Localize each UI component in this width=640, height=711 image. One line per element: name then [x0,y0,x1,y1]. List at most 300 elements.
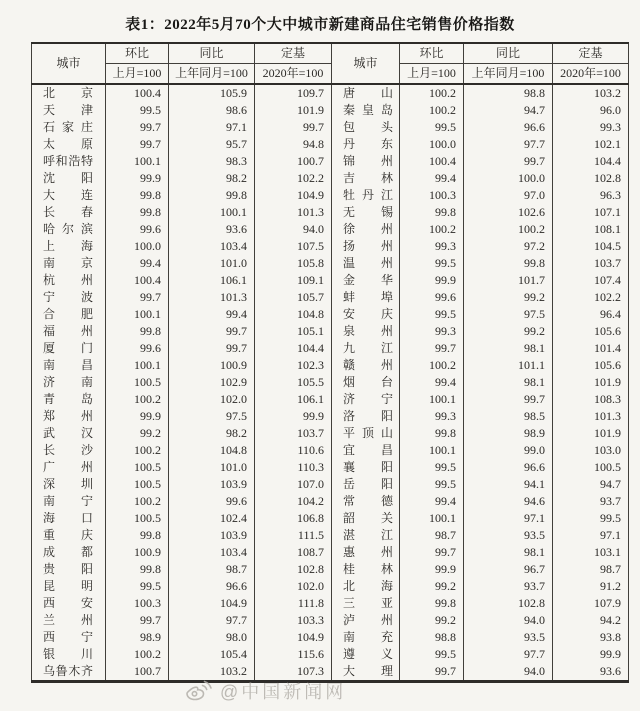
value-cell: 96.6 [169,578,255,595]
city-name: 呼 和 浩 特 [43,154,93,168]
value-cell: 107.9 [553,595,629,612]
table-row [32,136,629,153]
value-cell: 100.0 [464,170,553,187]
value-cell: 97.5 [169,408,255,425]
value-cell: 94.0 [464,663,553,682]
value-cell: 100.2 [106,646,169,663]
city-cell [332,221,400,238]
value-cell: 99.7 [464,153,553,170]
value-cell: 105.9 [169,84,255,102]
city-name: 长 春 [43,205,93,219]
value-cell: 100.0 [400,136,464,153]
value-cell: 99.2 [106,425,169,442]
city-cell [32,204,106,221]
value-cell: 100.0 [106,238,169,255]
city-cell [32,84,106,102]
value-cell: 96.4 [553,306,629,323]
value-cell: 101.3 [553,408,629,425]
city-name: 锦 州 [343,154,393,168]
value-cell: 100.7 [106,663,169,682]
value-cell: 100.9 [106,544,169,561]
city-name: 宜 昌 [343,443,393,457]
city-name: 秦 皇 岛 [343,103,393,117]
value-cell: 100.4 [400,153,464,170]
value-cell: 99.2 [400,612,464,629]
value-cell: 111.5 [255,527,332,544]
value-cell: 96.0 [553,102,629,119]
city-cell [32,374,106,391]
city-cell [332,510,400,527]
value-cell: 101.9 [553,425,629,442]
value-cell: 98.9 [464,425,553,442]
city-cell [32,646,106,663]
city-name: 贵 阳 [43,562,93,576]
city-cell [332,289,400,306]
city-cell [332,646,400,663]
value-cell: 105.6 [553,323,629,340]
value-cell: 99.6 [106,340,169,357]
value-cell: 97.1 [464,510,553,527]
table-row [32,289,629,306]
value-cell: 99.3 [400,408,464,425]
value-cell: 98.2 [169,170,255,187]
value-cell: 101.4 [553,340,629,357]
table-row [32,544,629,561]
value-cell: 99.8 [106,204,169,221]
value-cell: 102.0 [169,391,255,408]
value-cell: 108.7 [255,544,332,561]
header-yoy-right: 同比 [464,43,553,64]
header-city-left: 城市 [32,43,106,84]
value-cell: 111.8 [255,595,332,612]
city-cell [32,629,106,646]
value-cell: 99.7 [400,544,464,561]
table-row [32,84,629,102]
value-cell: 96.6 [464,119,553,136]
value-cell: 98.7 [169,561,255,578]
watermark-text: @中国新闻网 [220,682,347,702]
table-row [32,272,629,289]
value-cell: 103.7 [553,255,629,272]
value-cell: 99.5 [106,102,169,119]
city-cell [332,493,400,510]
table-row [32,153,629,170]
city-cell [32,221,106,238]
value-cell: 107.0 [255,476,332,493]
value-cell: 93.8 [553,629,629,646]
city-name: 武 汉 [43,426,93,440]
city-cell [332,408,400,425]
value-cell: 93.7 [553,493,629,510]
city-name: 遵 义 [343,647,393,661]
value-cell: 98.7 [400,527,464,544]
city-name: 唐 山 [343,86,393,100]
value-cell: 99.8 [169,187,255,204]
value-cell: 99.3 [400,238,464,255]
value-cell: 101.3 [169,289,255,306]
value-cell: 94.0 [464,612,553,629]
value-cell: 100.5 [106,476,169,493]
value-cell: 100.1 [106,153,169,170]
city-name: 扬 州 [343,239,393,253]
city-name: 赣 州 [343,358,393,372]
city-cell [32,510,106,527]
value-cell: 103.7 [255,425,332,442]
city-name: 太 原 [43,137,93,151]
value-cell: 97.0 [464,187,553,204]
value-cell: 103.0 [553,442,629,459]
city-cell [332,84,400,102]
city-name: 西 安 [43,596,93,610]
table-row [32,221,629,238]
city-name: 成 都 [43,545,93,559]
value-cell: 102.8 [255,561,332,578]
table-row [32,102,629,119]
city-name: 青 岛 [43,392,93,406]
value-cell: 99.5 [400,459,464,476]
table-row [32,459,629,476]
value-cell: 98.9 [106,629,169,646]
value-cell: 94.6 [464,493,553,510]
city-name: 金 华 [343,273,393,287]
value-cell: 100.1 [106,357,169,374]
value-cell: 93.6 [169,221,255,238]
city-cell [32,663,106,682]
value-cell: 99.4 [400,170,464,187]
value-cell: 97.7 [464,646,553,663]
city-cell [332,238,400,255]
city-name: 包 头 [343,120,393,134]
value-cell: 105.5 [255,374,332,391]
header-yoy-left: 同比 [169,43,255,64]
city-name: 襄 阳 [343,460,393,474]
city-name: 兰 州 [43,613,93,627]
value-cell: 103.2 [169,663,255,682]
value-cell: 95.7 [169,136,255,153]
city-name: 沈 阳 [43,171,93,185]
value-cell: 104.4 [553,153,629,170]
city-name: 大 连 [43,188,93,202]
value-cell: 99.5 [400,306,464,323]
value-cell: 99.8 [106,187,169,204]
value-cell: 100.2 [464,221,553,238]
city-cell [332,527,400,544]
value-cell: 107.3 [255,663,332,682]
value-cell: 94.7 [553,476,629,493]
city-name: 南 宁 [43,494,93,508]
city-cell [32,153,106,170]
city-cell [32,561,106,578]
value-cell: 100.9 [169,357,255,374]
value-cell: 115.6 [255,646,332,663]
value-cell: 105.7 [255,289,332,306]
city-cell [332,170,400,187]
city-name: 宁 波 [43,290,93,304]
city-cell [32,595,106,612]
city-name: 吉 林 [343,171,393,185]
value-cell: 103.1 [553,544,629,561]
city-cell [332,255,400,272]
value-cell: 98.1 [464,374,553,391]
value-cell: 108.3 [553,391,629,408]
value-cell: 100.5 [106,374,169,391]
value-cell: 106.1 [255,391,332,408]
city-name: 重 庆 [43,528,93,542]
value-cell: 102.4 [169,510,255,527]
value-cell: 104.9 [169,595,255,612]
city-cell [32,527,106,544]
value-cell: 100.1 [400,510,464,527]
value-cell: 94.2 [553,612,629,629]
value-cell: 99.3 [400,323,464,340]
value-cell: 94.1 [464,476,553,493]
value-cell: 105.6 [553,357,629,374]
city-cell [332,442,400,459]
value-cell: 103.4 [169,544,255,561]
value-cell: 105.1 [255,323,332,340]
value-cell: 104.8 [255,306,332,323]
city-name: 南 充 [343,630,393,644]
value-cell: 102.6 [464,204,553,221]
value-cell: 101.0 [169,459,255,476]
value-cell: 100.3 [106,595,169,612]
table-row [32,510,629,527]
value-cell: 100.1 [169,204,255,221]
city-name: 洛 阳 [343,409,393,423]
value-cell: 101.9 [255,102,332,119]
table-row [32,612,629,629]
table-row [32,187,629,204]
value-cell: 96.7 [464,561,553,578]
value-cell: 103.4 [169,238,255,255]
value-cell: 99.7 [106,119,169,136]
value-cell: 99.9 [400,272,464,289]
city-name: 石 家 庄 [43,120,93,134]
city-name: 南 京 [43,256,93,270]
table-row [32,663,629,682]
city-cell [332,629,400,646]
value-cell: 99.8 [106,561,169,578]
value-cell: 100.2 [106,493,169,510]
table-row [32,476,629,493]
city-cell [32,255,106,272]
city-cell [332,102,400,119]
value-cell: 100.1 [400,391,464,408]
city-cell [332,612,400,629]
value-cell: 99.9 [255,408,332,425]
city-name: 烟 台 [343,375,393,389]
value-cell: 93.7 [464,578,553,595]
table-row [32,442,629,459]
city-cell [32,170,106,187]
value-cell: 98.8 [464,84,553,102]
table-row [32,238,629,255]
value-cell: 97.1 [553,527,629,544]
city-name: 无 锡 [343,205,393,219]
city-cell [332,459,400,476]
value-cell: 100.5 [106,459,169,476]
city-cell [332,374,400,391]
header-mom-left: 环比 [106,43,169,64]
value-cell: 99.5 [106,578,169,595]
value-cell: 101.1 [464,357,553,374]
city-name: 牡 丹 江 [343,188,393,202]
value-cell: 102.8 [464,595,553,612]
value-cell: 100.2 [400,84,464,102]
city-cell [332,578,400,595]
city-name: 哈 尔 滨 [43,222,93,236]
value-cell: 104.5 [553,238,629,255]
table-row [32,255,629,272]
city-cell [32,408,106,425]
value-cell: 98.0 [169,629,255,646]
value-cell: 99.7 [464,391,553,408]
page-title: 表1：2022年5月70个大中城市新建商品住宅销售价格指数 [125,17,515,33]
value-cell: 109.1 [255,272,332,289]
city-name: 泸 州 [343,613,393,627]
value-cell: 98.1 [464,340,553,357]
value-cell: 94.7 [464,102,553,119]
value-cell: 107.1 [553,204,629,221]
city-name: 安 庆 [343,307,393,321]
value-cell: 101.9 [553,374,629,391]
value-cell: 99.9 [553,646,629,663]
city-name: 福 州 [43,324,93,338]
value-cell: 99.7 [400,340,464,357]
city-cell [332,561,400,578]
city-name: 南 昌 [43,358,93,372]
value-cell: 99.2 [400,578,464,595]
city-name: 岳 阳 [343,477,393,491]
city-name: 长 沙 [43,443,93,457]
city-cell [332,204,400,221]
value-cell: 99.7 [400,663,464,682]
value-cell: 102.3 [255,357,332,374]
table-body [32,84,629,682]
value-cell: 99.7 [106,289,169,306]
value-cell: 100.5 [553,459,629,476]
value-cell: 105.4 [169,646,255,663]
value-cell: 107.5 [255,238,332,255]
city-cell [332,595,400,612]
city-cell [32,238,106,255]
value-cell: 100.7 [255,153,332,170]
city-cell [332,119,400,136]
value-cell: 99.4 [106,255,169,272]
value-cell: 99.9 [400,561,464,578]
city-name: 合 肥 [43,307,93,321]
value-cell: 98.5 [464,408,553,425]
table-row [32,357,629,374]
city-name: 济 宁 [343,392,393,406]
value-cell: 99.8 [464,255,553,272]
value-cell: 104.2 [255,493,332,510]
table-row [32,170,629,187]
city-name: 杭 州 [43,273,93,287]
value-cell: 99.5 [400,255,464,272]
table-row [32,119,629,136]
city-name: 深 圳 [43,477,93,491]
table-row [32,527,629,544]
value-cell: 93.5 [464,527,553,544]
city-cell [32,612,106,629]
table-row [32,306,629,323]
value-cell: 99.6 [169,493,255,510]
value-cell: 99.8 [106,527,169,544]
value-cell: 100.2 [106,442,169,459]
value-cell: 102.0 [255,578,332,595]
table-row [32,374,629,391]
city-name: 温 州 [343,256,393,270]
value-cell: 97.1 [169,119,255,136]
city-cell [332,391,400,408]
value-cell: 100.3 [400,187,464,204]
value-cell: 105.8 [255,255,332,272]
city-cell [32,442,106,459]
city-cell [32,306,106,323]
city-name: 湛 江 [343,528,393,542]
city-name: 乌 鲁 木 齐 [43,664,93,678]
table-row [32,629,629,646]
city-name: 北 海 [343,579,393,593]
table-row [32,204,629,221]
value-cell: 100.1 [400,442,464,459]
value-cell: 100.2 [400,357,464,374]
value-cell: 101.3 [255,204,332,221]
city-name: 上 海 [43,239,93,253]
value-cell: 99.5 [400,646,464,663]
value-cell: 102.2 [553,289,629,306]
city-cell [32,119,106,136]
value-cell: 99.4 [400,374,464,391]
city-name: 郑 州 [43,409,93,423]
value-cell: 102.8 [553,170,629,187]
header-base-left: 定基 [255,43,332,64]
value-cell: 96.6 [464,459,553,476]
city-cell [32,136,106,153]
city-name: 广 州 [43,460,93,474]
value-cell: 99.5 [400,119,464,136]
city-name: 泉 州 [343,324,393,338]
city-name: 天 津 [43,103,93,117]
city-name: 济 南 [43,375,93,389]
table-row [32,323,629,340]
value-cell: 99.5 [400,476,464,493]
city-cell [332,153,400,170]
value-cell: 99.9 [106,408,169,425]
city-name: 常 德 [343,494,393,508]
value-cell: 99.8 [106,323,169,340]
city-cell [32,323,106,340]
city-cell [332,425,400,442]
value-cell: 99.6 [106,221,169,238]
city-name: 蚌 埠 [343,290,393,304]
value-cell: 101.0 [169,255,255,272]
city-cell [32,425,106,442]
value-cell: 99.8 [400,204,464,221]
value-cell: 100.1 [106,306,169,323]
value-cell: 99.3 [553,119,629,136]
value-cell: 94.0 [255,221,332,238]
value-cell: 104.9 [255,187,332,204]
table-row [32,425,629,442]
value-cell: 99.8 [400,425,464,442]
city-cell [32,391,106,408]
city-name: 徐 州 [343,222,393,236]
city-cell [32,272,106,289]
header-mom-base-right: 上月=100 [400,64,464,85]
value-cell: 97.2 [464,238,553,255]
